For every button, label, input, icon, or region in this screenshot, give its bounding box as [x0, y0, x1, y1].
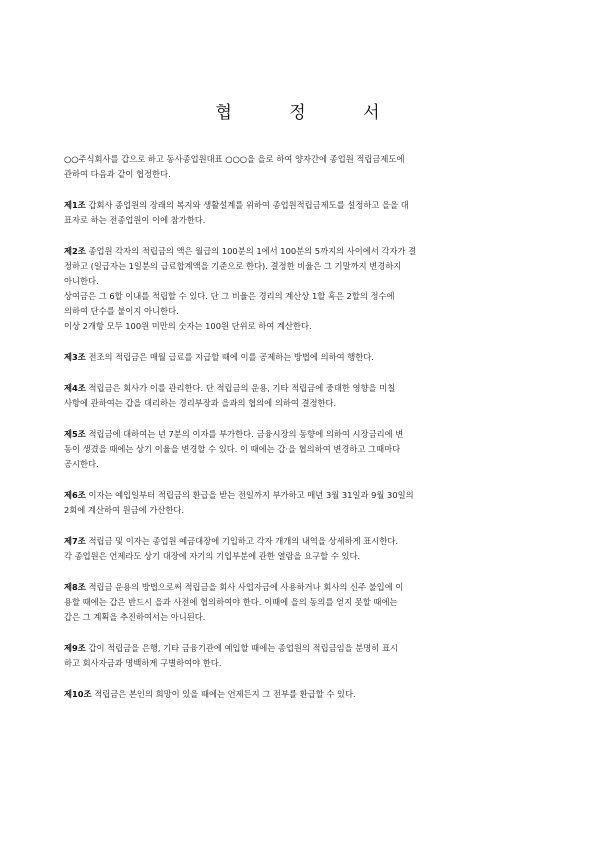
- article-line: 하고 회사자금과 명백하게 구별하여야 한다.: [64, 658, 222, 668]
- article-paragraph: [64, 381, 530, 411]
- article-line: [64, 488, 530, 503]
- article-line: [64, 350, 530, 365]
- article-text: 갑이 적립금을 은행, 기타 금융기관에 예입할 때에는 종업원의 적립금임을 분명히 표시: [85, 643, 398, 653]
- article-line: 각 종업원은 언제라도 상기 대장에 자기의 기입부분에 관한 열람을 요구할 수 있다.: [64, 551, 361, 561]
- article-text: 적립금 운용의 방법으로써 적립금을 회사 사업자금에 사용하거나 회사의 신주 불입에 이: [85, 582, 404, 592]
- article-line: 상여금은 그 6할 이내를 적립할 수 있다. 단 그 비율은 경리의 계산상 1할 혹은 2할의 정수에: [64, 291, 395, 301]
- article-line: [64, 427, 530, 442]
- article-number: 제5조: [64, 429, 86, 439]
- article-line: 용할 때에는 갑은 반드시 을과 사전에 협의하여야 한다. 이때에 을의 동의를 얻지 못할 때에는: [64, 597, 398, 607]
- article-text: 갑회사 종업원의 장래의 복지와 생활설계를 위하여 종업원적립금제도를 설정하고 을을 대: [85, 200, 409, 210]
- article-line: 정하고 (일급자는 1일분의 급료합계액을 기준으로 한다). 결정한 비율은 그 기말까지 변경하지: [64, 261, 402, 271]
- article-number: 제10조: [64, 689, 92, 699]
- article-line: 표자로 하는 전종업원이 이에 참가한다.: [64, 215, 206, 225]
- article-paragraph: [64, 488, 530, 518]
- article-line: 이상 2개항 모두 100원 미만의 숫자는 100원 단위로 하여 계산한다.: [64, 321, 312, 331]
- article-text: 적립금은 본인의 희망이 있을 때에는 언제든지 그 전부를 환급할 수 있다.: [91, 689, 356, 699]
- intro-line: 관하여 다음과 같이 협정한다.: [64, 169, 171, 179]
- article-line: [64, 381, 530, 396]
- article-line: [64, 534, 530, 549]
- article-number: 제6조: [64, 490, 86, 500]
- article-text: 종업원 각자의 적립금의 액은 월급의 100분의 1에서 100분의 5까지의 사이에서 각자가 결: [85, 246, 417, 256]
- article-line: 공시한다.: [64, 459, 99, 469]
- document-title: 협 정 서: [215, 103, 406, 123]
- article-paragraph: [64, 244, 530, 334]
- article-line: 동이 생겼을 때에는 상기 이율을 변경할 수 있다. 이 때에는 갑·을 협의하여 변경하고 그때마다: [64, 444, 401, 454]
- article-line: 아니한다.: [64, 276, 99, 286]
- article-paragraph: [64, 687, 530, 702]
- article-text: 적립금에 대하여는 년 7분의 이자를 부가한다. 금융시장의 동향에 의하여 시장금리에 변: [85, 429, 404, 439]
- article-text: 적립금은 회사가 이를 관리한다. 단 적립금의 운용, 기타 적립금에 중대한 영향을 미칠: [85, 383, 396, 393]
- article-line: 2회에 계산하여 원금에 가산한다.: [64, 505, 185, 515]
- article-number: 제8조: [64, 582, 86, 592]
- intro-line: ○○주식회사를 갑으로 하고 동사종업원대표 ○○○을 을로 하여 양자간에 종업원 적립금제도에: [64, 154, 405, 164]
- document-body: [64, 152, 530, 718]
- article-number: 제2조: [64, 246, 86, 256]
- article-paragraph: [64, 427, 530, 472]
- article-number: 제1조: [64, 200, 86, 210]
- article-number: 제9조: [64, 643, 86, 653]
- intro-paragraph: [64, 152, 530, 182]
- article-line: [64, 244, 530, 259]
- article-paragraph: [64, 198, 530, 228]
- article-number: 제7조: [64, 536, 86, 546]
- article-line: [64, 580, 530, 595]
- article-paragraph: [64, 580, 530, 625]
- article-text: 전조의 적립금은 매월 급료를 지급할 때에 이를 공제하는 방법에 의하여 행한다.: [85, 352, 374, 362]
- article-paragraph: [64, 534, 530, 564]
- article-line: [64, 687, 530, 702]
- article-line: 사항에 관하여는 갑을 대리하는 경리부장과 을과의 협의에 의하여 결정한다.: [64, 398, 337, 408]
- article-line: 의하여 단수를 붙이지 아니한다.: [64, 306, 179, 316]
- article-line: 갑은 그 계획을 추진하여서는 아니된다.: [64, 612, 206, 622]
- article-line: [64, 198, 530, 213]
- article-paragraph: [64, 350, 530, 365]
- article-paragraph: [64, 641, 530, 671]
- article-line: [64, 641, 530, 656]
- article-number: 제4조: [64, 383, 86, 393]
- article-text: 적립금 및 이자는 종업원 예금대장에 기입하고 각자 개개의 내역을 상세하게 표시한다.: [85, 536, 398, 546]
- article-number: 제3조: [64, 352, 86, 362]
- article-text: 이자는 예입일부터 적립금의 환급을 받는 전일까지 부가하고 매년 3월 31일과 9월 30일의: [85, 490, 414, 500]
